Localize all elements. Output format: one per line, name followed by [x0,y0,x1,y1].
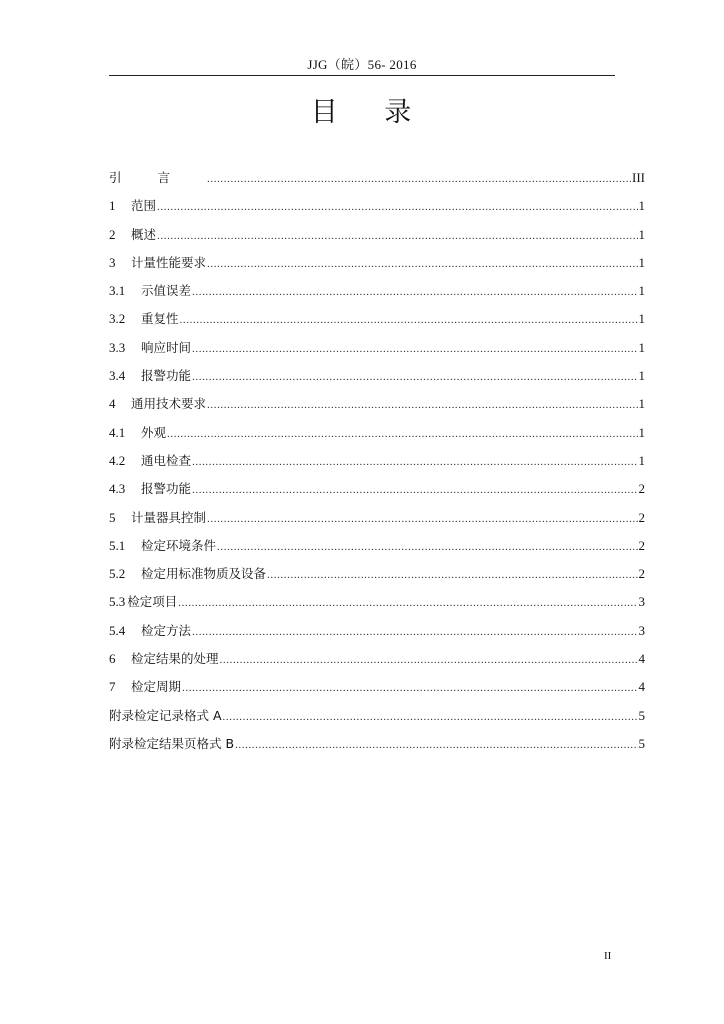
toc-entry-number: 4.3 [109,481,126,497]
toc-entry-number: 3 [109,254,116,270]
toc-entry[interactable] [109,706,645,734]
toc-entry[interactable] [109,677,645,705]
toc-dot-leader [207,508,637,522]
toc-entry-label: 计量性能要求 [131,254,207,270]
toc-entry-page: 5 [638,707,645,723]
toc-entry-number: 4.1 [109,424,126,440]
toc-dot-leader [157,196,637,210]
toc-entry-number: 3.4 [109,368,126,384]
toc-dot-leader [192,621,637,635]
toc-entry-page: 4 [638,651,645,667]
toc-entry[interactable] [109,479,645,507]
toc-entry-number: 7 [109,679,116,695]
toc-entry-page: 1 [638,339,645,355]
toc-dot-leader [180,309,638,323]
toc-entry-page: 3 [638,622,645,638]
toc-entry-page: 1 [638,254,645,270]
toc-entry-number: 1 [109,198,116,214]
toc-entry-label: 通电检查 [141,452,192,468]
toc-entry-page: 1 [638,311,645,327]
toc-entry[interactable] [109,394,645,422]
toc-entry[interactable] [109,168,645,196]
toc-entry-number: 4 [109,396,116,412]
toc-entry-number: 4.2 [109,452,126,468]
page-number: II [604,950,612,962]
running-header: JJG（皖）56- 2016 [307,57,417,72]
toc-entry[interactable] [109,423,645,451]
toc-entry-label: 检定用标准物质及设备 [141,566,267,582]
toc-entry[interactable] [109,196,645,224]
toc-entry[interactable] [109,536,645,564]
toc-entry-label: 概述 [131,226,157,242]
toc-dot-leader [157,225,637,239]
toc-entry-label: 检定周期 [131,679,182,695]
header-rule [109,75,615,76]
toc-entry[interactable] [109,649,645,677]
toc-entry-label: 范围 [131,198,157,214]
toc-entry-label: 响应时间 [141,339,192,355]
toc-entry-page: 1 [638,452,645,468]
toc-dot-leader [223,706,638,720]
toc-entry-page: 2 [638,537,645,553]
toc-dot-leader [207,253,637,267]
toc-entry[interactable] [109,734,645,762]
toc-dot-leader [192,366,637,380]
toc-dot-leader [267,564,637,578]
toc-entry-label: 附录检定记录格式 A [109,707,222,723]
toc-entry[interactable] [109,281,645,309]
toc-dot-leader [235,734,637,748]
toc-entry-label: 报警功能 [141,481,192,497]
toc-dot-leader [192,281,637,295]
toc-entry-page: 2 [638,481,645,497]
toc-entry[interactable] [109,225,645,253]
toc-entry[interactable] [109,309,645,337]
toc-entry-page: 1 [638,283,645,299]
toc-entry[interactable] [109,592,645,620]
toc-entry-page: 1 [638,368,645,384]
toc-entry-label: 计量器具控制 [131,509,207,525]
toc-entry-page: 5 [638,735,645,751]
toc-dot-leader [192,451,637,465]
toc-entry-number: 5.4 [109,622,126,638]
toc-entry[interactable] [109,366,645,394]
toc-entry-label: 重复性 [141,311,179,327]
toc-entry-label: 外观 [141,424,167,440]
toc-dot-leader [207,168,631,182]
toc-dot-leader [220,649,638,663]
toc-dot-leader [182,677,637,691]
toc-dot-leader [192,479,637,493]
toc-entry-page: 1 [638,198,645,214]
toc-entry-label: 引言 [109,170,207,185]
toc-entry-number: 3.1 [109,283,126,299]
toc-entry[interactable] [109,253,645,281]
toc-entry-number: 5.3 [109,594,126,610]
table-of-contents [109,168,645,762]
page-title: 目 录 [310,97,414,128]
toc-dot-leader [178,592,637,606]
toc-entry-page: 3 [638,594,645,610]
toc-entry-page: 1 [638,396,645,412]
toc-entry-label: 附录检定结果页格式 B [109,735,235,751]
toc-entry[interactable] [109,508,645,536]
toc-entry-label: 报警功能 [141,368,192,384]
toc-entry[interactable] [109,621,645,649]
toc-entry-number: 3.2 [109,311,126,327]
toc-entry-page: 2 [638,509,645,525]
toc-entry-page: 2 [638,566,645,582]
toc-entry-number: 5.2 [109,566,126,582]
toc-entry[interactable] [109,451,645,479]
toc-entry-page: 1 [638,226,645,242]
toc-dot-leader [217,536,637,550]
toc-entry[interactable] [109,338,645,366]
toc-entry-label: 检定方法 [141,622,192,638]
toc-entry-label: 检定环境条件 [141,537,217,553]
toc-entry-page: III [632,170,645,185]
toc-entry-number: 5.1 [109,537,126,553]
toc-entry-page: 1 [638,424,645,440]
toc-entry-page: 4 [638,679,645,695]
toc-entry-label: 示值误差 [141,283,192,299]
toc-entry-number: 2 [109,226,116,242]
toc-entry-number: 6 [109,651,116,667]
toc-entry-label: 通用技术要求 [131,396,207,412]
toc-dot-leader [192,338,637,352]
toc-dot-leader [207,394,637,408]
toc-entry-number: 5 [109,509,116,525]
toc-entry-label: 检定结果的处理 [131,651,219,667]
toc-dot-leader [167,423,637,437]
toc-entry[interactable] [109,564,645,592]
toc-entry-label: 检定项目 [127,594,178,610]
toc-entry-number: 3.3 [109,339,126,355]
